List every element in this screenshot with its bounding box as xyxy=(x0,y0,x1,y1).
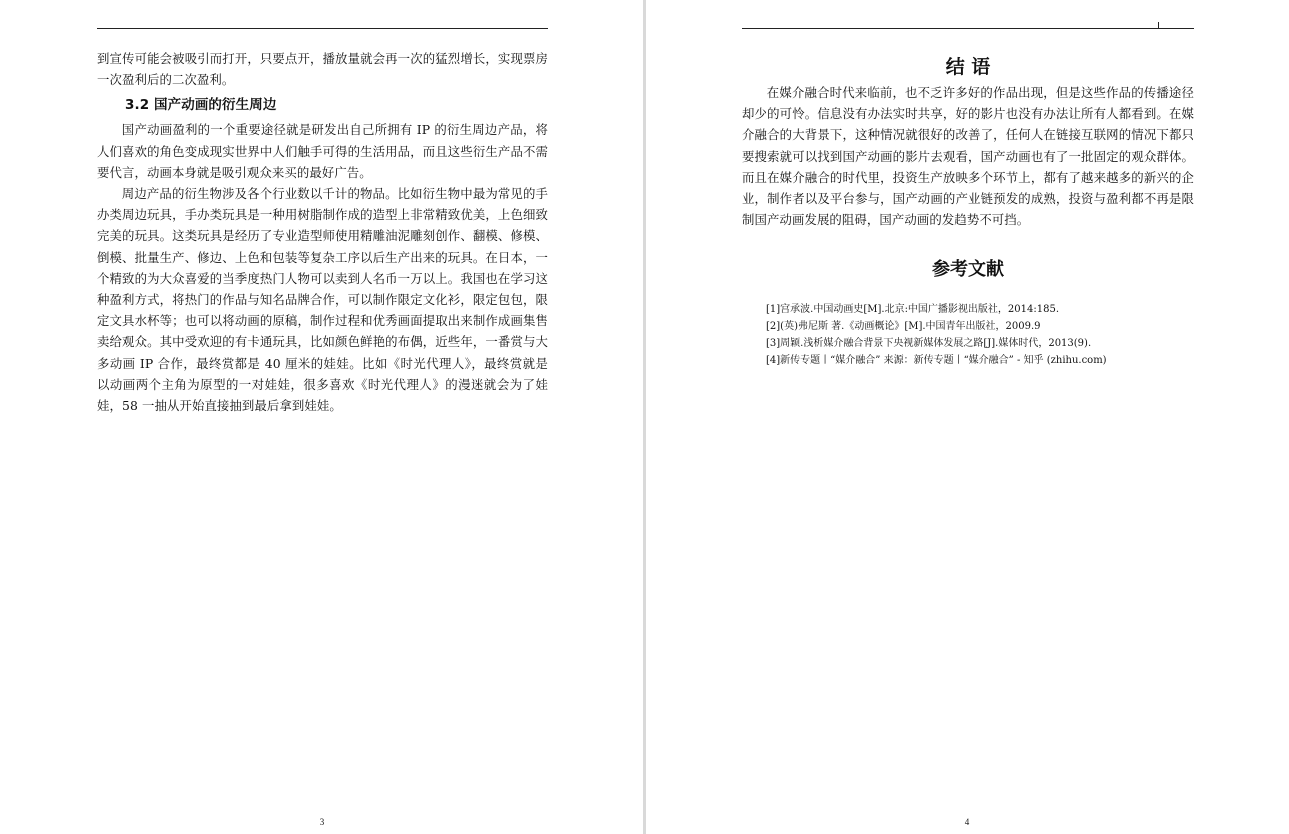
references-title: 参考文献 xyxy=(932,259,1004,280)
section-heading: 3.2 国产动画的衍生周边 xyxy=(125,97,277,114)
continuation-paragraph: 到宣传可能会被吸引而打开，只要点开，播放量就会再一次的猛烈增长，实现票房一次盈利后的二次盈利。 xyxy=(97,51,548,88)
page-3-body xyxy=(97,48,548,416)
header-rule xyxy=(97,28,548,29)
page-4 xyxy=(646,0,1289,834)
references-list xyxy=(766,301,1196,369)
page-3 xyxy=(0,0,643,834)
body-paragraph-1: 国产动画盈利的一个重要途径就是研发出自己所拥有 IP 的衍生周边产品，将人们喜欢的角色变成现实世界中人们触手可得的生活用品，而且这些衍生产品不需要代言，动画本身就是吸引观众来买的最好广告。 xyxy=(97,122,548,180)
reference-item: [3]周颖.浅析媒介融合背景下央视新媒体发展之路[J].媒体时代，2013(9). xyxy=(766,338,1092,349)
header-rule xyxy=(742,28,1194,29)
reference-item: [4]新传专题丨“媒介融合” 来源：新传专题丨“媒介融合” - 知乎 (zhihu.com) xyxy=(766,355,1107,366)
page-number: 4 xyxy=(964,817,970,827)
reference-item: [2](英)弗尼斯 著.《动画概论》[M].中国青年出版社，2009.9 xyxy=(766,321,1041,332)
conclusion-title: 结 语 xyxy=(945,56,991,78)
page-number: 3 xyxy=(319,817,325,827)
conclusion-paragraph: 在媒介融合时代来临前，也不乏许多好的作品出现，但是这些作品的传播途径却少的可怜。信息没有办法实时共享，好的影片也没有办法让所有人都看到。在媒介融合的大背景下，这种情况就很好的改善了，任何人在链接互联网的情况下都只要搜索就可以找到国产动画的影片去观看，国产动画也有了一批固定的观众群体。而且在媒介融合的时代里，投资生产放映多个环节上，都有了越来越多的新兴的企业，制作者以及平台参与，国产动画的产业链预发的成熟，投资与盈利都不再是限制国产动画发展的阻碍，国产动画的发趋势不可挡。 xyxy=(742,85,1194,228)
conclusion-body xyxy=(742,82,1194,230)
reference-item: [1]宫承波.中国动画史[M].北京:中国广播影视出版社，2014:185. xyxy=(766,304,1060,315)
header-rule-tick xyxy=(1158,22,1159,29)
body-paragraph-2: 周边产品的衍生物涉及各个行业数以千计的物品。比如衍生物中最为常见的手办类周边玩具，手办类玩具是一种用树脂制作成的造型上非常精致优美，上色细致完美的玩具。这类玩具是经历了专业造型师使用精雕油泥雕刻创作、翻模、修模、倒模、批量生产、修边、上色和包装等复杂工序以后生产出来的玩具。在日本，一个精致的为大众喜爱的当季度热门人物可以卖到人名币一万以上。我国也在学习这种盈利方式，将热门的作品与知名品牌合作，可以制作限定文化衫，限定包包，限定文具水杯等；也可以将动画的原稿，制作过程和优秀画面提取出来制作成画集售卖给观众。其中受欢迎的有卡通玩具，比如颜色鲜艳的布偶，近些年，一番赏与大多动画 IP 合作，最终赏都是 40 厘米的娃娃。比如《时光代理人》，最终赏就是以动画两个主角为原型的一对娃娃，很多喜欢《时光代理人》的漫迷就会为了娃娃，58 一抽从开始直接抽到最后拿到娃娃。 xyxy=(97,186,548,414)
